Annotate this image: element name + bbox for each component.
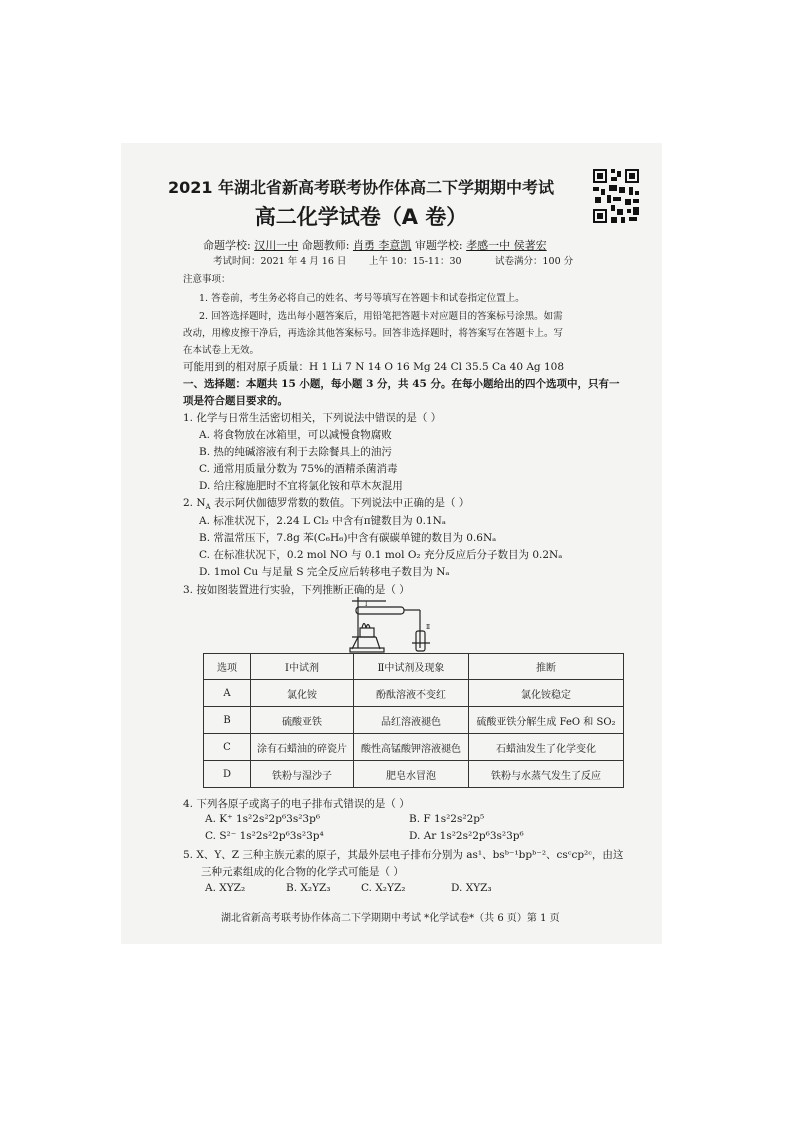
section1-line1: 一、选择题：本题共 15 小题，每小题 3 分，共 45 分。在每小题给出的四个选项中，只有一 [183, 378, 620, 390]
apparatus-label-2: Ⅱ [426, 624, 431, 631]
q2-stem [183, 495, 469, 510]
notice-item-2c: 在本试卷上无效。 [183, 345, 260, 356]
q3-stem: 3. 按如图装置进行实验，下列推断正确的是（ ） [183, 584, 410, 596]
q2-option-d: D. 1mol Cu 与足量 S 完全反应后转移电子数目为 Nₐ [199, 566, 450, 578]
q1-option-b: B. 热的纯碱溶液有利于去除餐具上的油污 [199, 446, 392, 458]
reviewer-label: 审题学校: [414, 239, 463, 252]
q2-stem-start: 2. N [183, 497, 206, 509]
q4-option-c: C. S²⁻ 1s²2s²2p⁶3s²3p⁴ [205, 830, 324, 842]
table-cell: 硫酸亚铁分解生成 FeO 和 SO₂ [469, 707, 624, 734]
teacher-names: 肖勇 李意凯 [352, 239, 412, 252]
qr-code-icon [591, 167, 641, 225]
table-cell: 石蜡油发生了化学变化 [469, 734, 624, 761]
table-cell: 涂有石蜡油的碎瓷片 [251, 734, 354, 761]
table-row [204, 680, 624, 707]
q3-table [203, 653, 624, 788]
exam-score: 试卷满分：100 分 [495, 256, 574, 267]
notice-heading: 注意事项： [183, 274, 231, 285]
q4-stem: 4. 下列各原子或离子的电子排布式错误的是（ ） [183, 798, 410, 810]
table-cell: 硫酸亚铁 [251, 707, 354, 734]
notice-item-2a: 2. 回答选择题时，选出每小题答案后，用铅笔把答题卡对应题目的答案标号涂黑。如需 [199, 311, 563, 322]
proposer-school: 汉川一中 [254, 239, 299, 252]
proposer-line [203, 237, 547, 253]
exam-page [121, 143, 662, 944]
q5-stem-line2: 三种元素组成的化合物的化学式可能是（ ） [201, 866, 404, 878]
page-footer: 湖北省新高考联考协作体高二下学期期中考试 *化学试卷*（共 6 页）第 1 页 [221, 913, 560, 924]
table-cell: 铁粉与水蒸气发生了反应 [469, 761, 624, 788]
q2-option-b: B. 常温常压下，7.8g 苯(C₆H₆)中含有碳碳单键的数目为 0.6Nₐ [199, 532, 497, 544]
section1-line2: 项是符合题目要求的。 [183, 395, 288, 407]
q4-option-b: B. F 1s²2s²2p⁵ [409, 813, 485, 825]
teacher-label: 命题教师: [301, 239, 350, 252]
table-header: 选项 [204, 654, 251, 680]
notice-item-1: 1. 答卷前，考生务必将自己的姓名、考号等填写在答题卡和试卷指定位置上。 [199, 293, 525, 304]
table-cell: A [204, 680, 251, 707]
table-cell: 肥皂水冒泡 [354, 761, 469, 788]
q4-option-a: A. K⁺ 1s²2s²2p⁶3s²3p⁶ [205, 813, 321, 825]
exam-period: 上午 10：15-11：30 [369, 256, 462, 267]
table-row [204, 707, 624, 734]
table-row [204, 734, 624, 761]
table-header: Ⅱ中试剂及现象 [354, 654, 469, 680]
table-cell: C [204, 734, 251, 761]
q2-option-a: A. 标准状况下，2.24 L Cl₂ 中含有π键数目为 0.1Nₐ [199, 515, 446, 527]
q5-option-b: B. X₂YZ₃ [286, 882, 331, 894]
table-cell: 品红溶液褪色 [354, 707, 469, 734]
q5-option-d: D. XYZ₃ [451, 882, 492, 894]
q2-option-c: C. 在标准状况下，0.2 mol NO 与 0.1 mol O₂ 充分反应后分子数目为 0.2Nₐ [199, 549, 563, 561]
q5-option-a: A. XYZ₂ [205, 882, 246, 894]
table-cell: 氯化铵 [251, 680, 354, 707]
table-header-row [204, 654, 624, 680]
table-cell: 氯化铵稳定 [469, 680, 624, 707]
table-cell: 铁粉与湿沙子 [251, 761, 354, 788]
table-cell: 酚酞溶液不变红 [354, 680, 469, 707]
q5-option-c: C. X₂YZ₂ [361, 882, 406, 894]
table-cell: B [204, 707, 251, 734]
exam-subtitle: 高二化学试卷（A 卷） [254, 205, 468, 229]
q1-option-a: A. 将食物放在冰箱里，可以减慢食物腐败 [199, 429, 392, 441]
table-cell: 酸性高锰酸钾溶液褪色 [354, 734, 469, 761]
exam-title: 2021 年湖北省新高考联考协作体高二下学期期中考试 [167, 178, 555, 197]
q4-option-d: D. Ar 1s²2s²2p⁶3s²3p⁶ [409, 830, 524, 842]
apparatus-label-1: Ⅰ [365, 601, 368, 608]
q1-option-c: C. 通常用质量分数为 75%的酒精杀菌消毒 [199, 463, 398, 475]
proposer-label: 命题学校: [203, 239, 251, 252]
reviewer-school: 孝感一中 侯著宏 [466, 239, 547, 252]
atomic-masses: 可能用到的相对原子质量：H 1 Li 7 N 14 O 16 Mg 24 Cl 35.5 Ca 40 Ag 108 [183, 361, 565, 373]
apparatus-diagram [346, 593, 446, 653]
table-header: Ⅰ中试剂 [251, 654, 354, 680]
q1-stem: 1. 化学与日常生活密切相关，下列说法中错误的是（ ） [183, 412, 442, 424]
q5-stem-line1: 5. X、Y、Z 三种主族元素的原子，其最外层电子排布分别为 as¹、bsᵇ⁻¹bpᵇ⁻²、csᶜcp²ᶜ，由这 [183, 849, 624, 861]
table-cell: D [204, 761, 251, 788]
exam-time: 考试时间：2021 年 4 月 16 日 [213, 256, 347, 267]
table-header: 推断 [469, 654, 624, 680]
notice-item-2b: 改动，用橡皮擦干净后，再选涂其他答案标号。回答非选择题时，将答案写在答题卡上。写 [183, 328, 564, 339]
q2-stem-rest: 表示阿伏伽德罗常数的数值。下列说法中正确的是（ ） [210, 497, 470, 509]
q2-stem-sub: A [205, 503, 211, 512]
q1-option-d: D. 给庄稼施肥时不宜将氯化铵和草木灰混用 [199, 480, 403, 492]
table-row [204, 761, 624, 788]
